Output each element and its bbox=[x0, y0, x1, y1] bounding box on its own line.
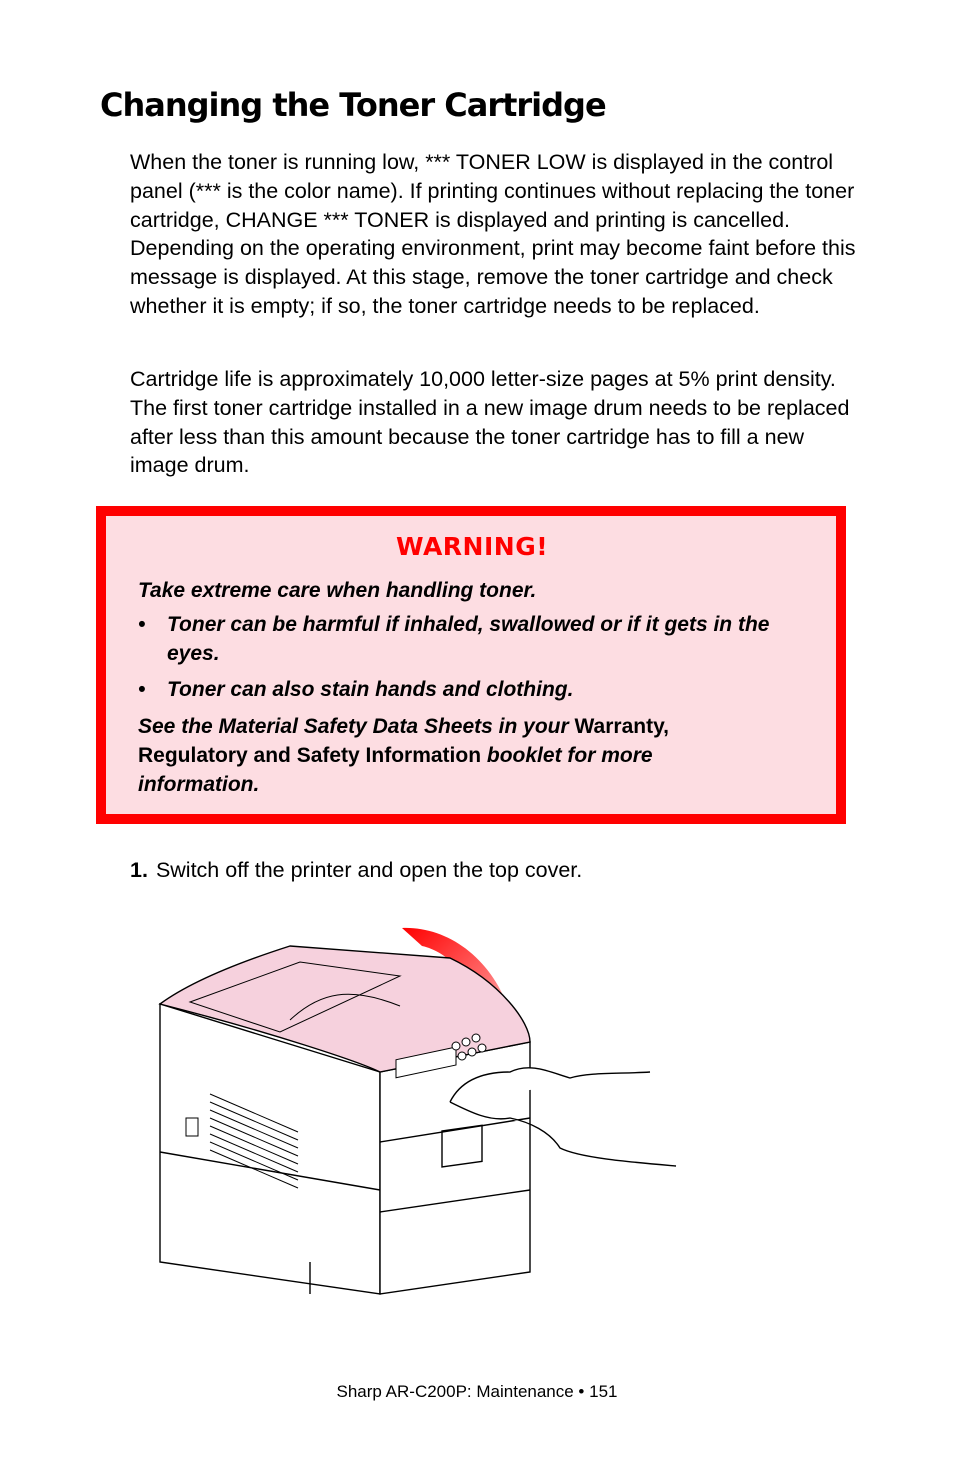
warning-bullet bbox=[138, 610, 798, 668]
warning-bullet-text: Toner can also stain hands and clothing. bbox=[167, 678, 574, 701]
warning-reference-prefix: See the Material Safety Data Sheets in your bbox=[138, 715, 569, 738]
step-1 bbox=[130, 856, 582, 884]
warning-reference bbox=[138, 712, 778, 799]
page-title: Changing the Toner Cartridge bbox=[100, 86, 606, 124]
warning-intro: Take extreme care when handling toner. bbox=[138, 579, 537, 602]
warning-title: WARNING! bbox=[396, 532, 549, 561]
bullet-icon: • bbox=[138, 678, 146, 701]
warning-reference-document: Warranty, Regulatory and Safety Information bbox=[138, 715, 670, 767]
intro-paragraph: When the toner is running low, *** TONER LOW is displayed in the control panel (*** is the color name). If printing continues without replacing the toner cartridge, CHANGE *** TONER is displayed and printing is cancelled. Depending on the operating environment, print may become faint before this message is displayed. At this stage, remove the toner cartridge and check whether it is empty; if so, the toner cartridge needs to be replaced. bbox=[130, 150, 856, 318]
step-number: 1. bbox=[130, 858, 148, 882]
warning-bullet-text: Toner can be harmful if inhaled, swallowed or if it gets in the eyes. bbox=[167, 613, 770, 665]
bullet-icon: • bbox=[138, 613, 146, 636]
warning-bullet bbox=[138, 675, 798, 704]
cartridge-life-paragraph: Cartridge life is approximately 10,000 letter-size pages at 5% print density. The first toner cartridge installed in a new image drum needs to be replaced after less than this amount because the toner cartridge has to fill a new image drum. bbox=[130, 367, 850, 478]
page-footer: Sharp AR-C200P: Maintenance • 151 bbox=[336, 1382, 618, 1401]
warning-reference-suffix: booklet for more information. bbox=[138, 744, 653, 796]
warning-box bbox=[96, 506, 846, 824]
step-text: Switch off the printer and open the top cover. bbox=[155, 858, 583, 882]
printer-open-cover-illustration bbox=[150, 922, 690, 1302]
